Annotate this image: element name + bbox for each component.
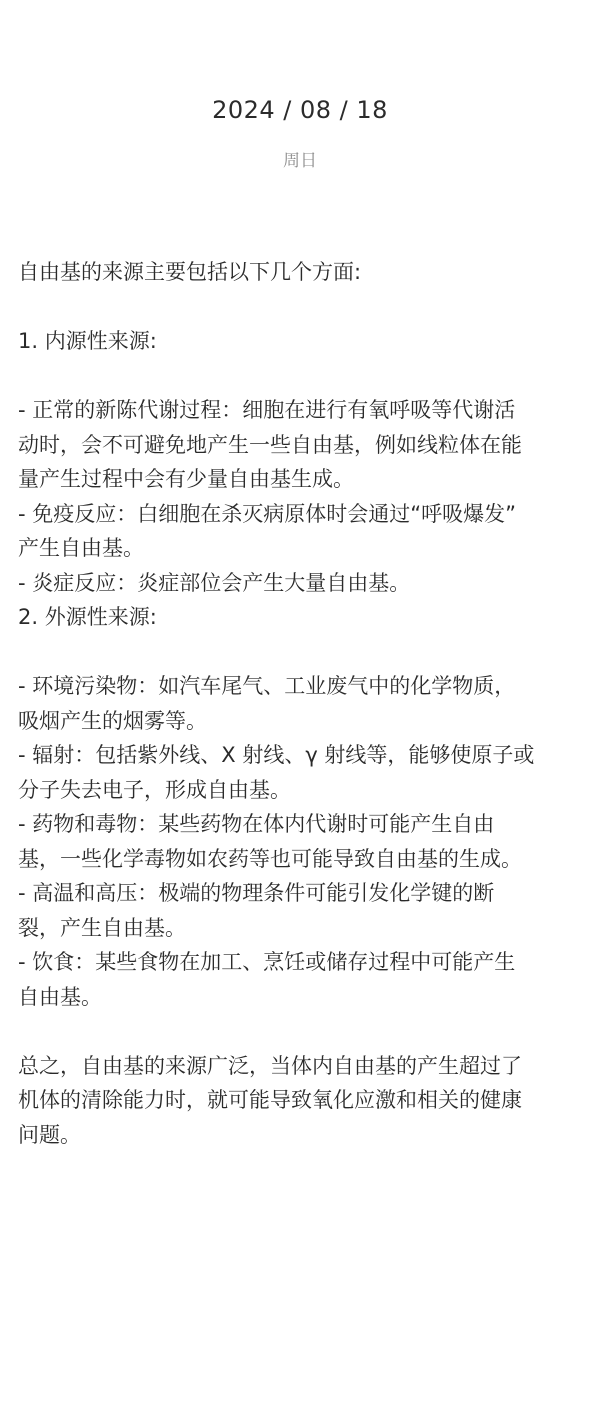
text-line: - 高温和高压：极端的物理条件可能引发化学键的断 [18, 881, 495, 905]
text-line: 量产生过程中会有少量自由基生成。 [18, 467, 354, 491]
summary-line: 问题。 [18, 1122, 81, 1147]
note-weekday: 周日 [283, 151, 317, 171]
text-line: 产生自由基。 [18, 536, 144, 560]
text-line: - 环境污染物：如汽车尾气、工业废气中的化学物质， [18, 674, 516, 698]
text-line: 吸烟产生的烟雾等。 [18, 708, 207, 733]
text-line: - 免疫反应：白细胞在杀灭病原体时会通过“呼吸爆发” [18, 501, 517, 526]
section-title-endogenous: 1. 内源性来源: [18, 329, 157, 353]
text-line: 分子失去电子，形成自由基。 [18, 777, 291, 802]
note-content [18, 255, 584, 1152]
text-line: - 药物和毒物：某些药物在体内代谢时可能产生自由 [18, 812, 495, 836]
note-date: 2024 / 08 / 18 [212, 96, 388, 124]
text-line: - 炎症反应：炎症部位会产生大量自由基。 [18, 570, 411, 595]
blank-line [18, 359, 584, 394]
blank-line [18, 290, 584, 325]
text-line: 自由基。 [18, 984, 102, 1009]
text-line: 基，一些化学毒物如农药等也可能导致自由基的生成。 [18, 846, 522, 871]
text-line: - 饮食：某些食物在加工、烹饪或储存过程中可能产生 [18, 950, 516, 974]
text-line: 动时，会不可避免地产生一些自由基，例如线粒体在能 [18, 432, 522, 457]
text-line: - 辐射：包括紫外线、X 射线、γ 射线等，能够使原子或 [18, 743, 535, 767]
section-title-exogenous: 2. 外源性来源: [18, 605, 157, 629]
text-line: - 正常的新陈代谢过程：细胞在进行有氧呼吸等代谢活 [18, 398, 516, 422]
text-line: 裂，产生自由基。 [18, 915, 186, 940]
intro-line: 自由基的来源主要包括以下几个方面: [18, 260, 362, 284]
note-header [0, 96, 600, 171]
blank-line [18, 635, 584, 670]
blank-line [18, 1014, 584, 1049]
summary-line: 机体的清除能力时，就可能导致氧化应激和相关的健康 [18, 1088, 522, 1112]
summary-line: 总之，自由基的来源广泛，当体内自由基的产生超过了 [18, 1053, 522, 1078]
